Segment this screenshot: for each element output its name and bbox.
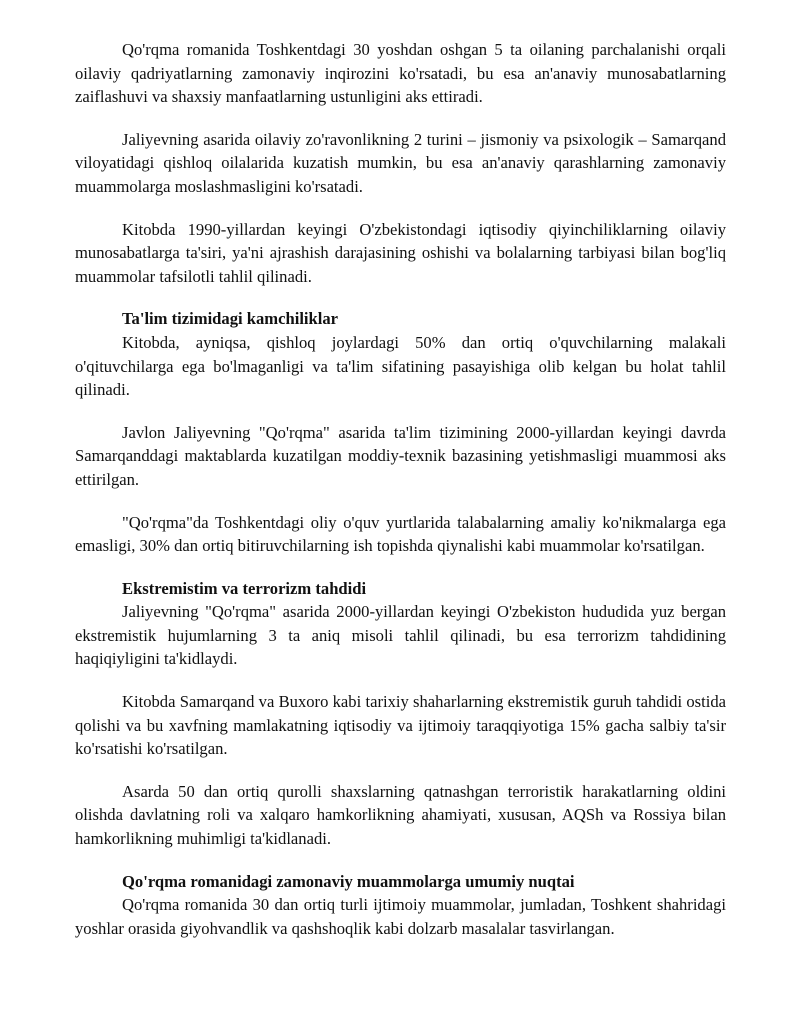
paragraph-historic-cities: Kitobda Samarqand va Buxoro kabi tarixiy shaharlarning ekstremistik guruh tahdidi ostida qolishi va bu xavfning mamlakatning iqtisodiy va ijtimoiy taraqqiyotiga 15% gacha salbiy ta'sir ko'rsatishi ko'rsatilgan. <box>75 692 726 759</box>
paragraph-graduate-skills: "Qo'rqma"da Toshkentdagi oliy o'quv yurtlarida talabalarning amaliy ko'nikmalarga ega emasligi, 30% dan ortiq bitiruvchilarning ish topishda qiynalishi kabi muammolar ko'rsatilgan. <box>75 512 726 556</box>
paragraph-social-problems: Qo'rqma romanida 30 dan ortiq turli ijtimoiy muammolar, jumladan, Toshkent shahridagi yoshlar orasida giyohvandlik va qashshoqlik kabi dolzarb masalalar tasvirlangan. <box>75 895 726 938</box>
paragraph-economic-difficulties: Kitobda 1990-yillardan keyingi O'zbekistondagi iqtisodiy qiyinchiliklarning oilaviy munosabatlarga ta'siri, ya'ni ajrashish darajasining oshishi va bolalarning tarbiyasi bilan bog'liq muammolar tafsilotli tahlil qilinadi. <box>75 219 726 286</box>
paragraph-extremist-attacks: Jaliyevning "Qo'rqma" asarida 2000-yillardan keyingi O'zbekiston hududida yuz bergan ekstremistik hujumlarning 3 ta aniq misoli tahlil qilinadi, bu esa terrorizm tahdidining haqiqiyligini ta'kidlaydi. <box>75 602 726 669</box>
paragraph-domestic-violence: Jaliyevning asarida oilaviy zo'ravonlikning 2 turini – jismoniy va psixologik – Samarqand viloyatidagi qishloq oilalarida kuzatish mumkin, bu esa an'anaviy qarashlarning zamonaviy muammolarga moslashmasligini ko'rsatadi. <box>75 129 726 196</box>
paragraph-school-facilities: Javlon Jaliyevning "Qo'rqma" asarida ta'lim tizimining 2000-yillardan keyingi davrda Samarqanddagi maktablarda kuzatilgan moddiy-texnik bazasining yetishmasligi muammosi aks ettirilgan. <box>75 422 726 489</box>
heading-overview: Qo'rqma romanidagi zamonaviy muammolarga umumiy nuqtai <box>122 871 575 891</box>
heading-extremism: Ekstremistim va terrorizm tahdidi <box>122 578 367 598</box>
paragraph-rural-teachers: Kitobda, ayniqsa, qishloq joylardagi 50% dan ortiq o'quvchilarning malakali o'qituvchilarga ega bo'lmaganligi va ta'lim sifatining pasayishiga olib kelgan bu holat tahlil qilinadi. <box>75 332 726 400</box>
paragraph-international-cooperation: Asarda 50 dan ortiq qurolli shaxslarning qatnashgan terroristik harakatlarning oldini olishda davlatning roli va xalqaro hamkorlikning ahamiyati, xususan, AQSh va Rossiya bilan hamkorlikning muhimligi ta'kidlanadi. <box>75 781 726 849</box>
paragraph-family-values: Qo'rqma romanida Toshkentdagi 30 yoshdan oshgan 5 ta oilaning parchalanishi orqali oilaviy qadriyatlarning zamonaviy inqirozini ko'rsatadi, bu esa an'anaviy munosabatlarning zaiflashuvi va shaxsiy manfaatlarning ustunligini aks ettiradi. <box>75 40 726 107</box>
heading-education: Ta'lim tizimidagi kamchiliklar <box>122 309 339 329</box>
